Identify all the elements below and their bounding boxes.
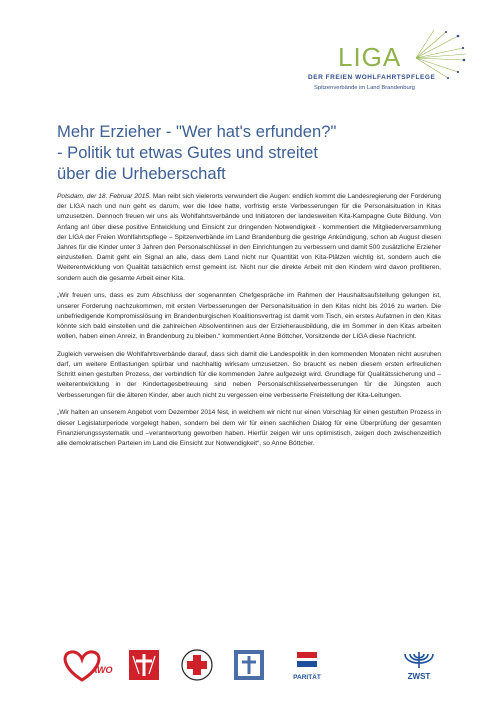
drk-logo-icon (179, 648, 215, 682)
title-line-3: über die Urheberschaft (57, 164, 226, 183)
title-line-2: - Politik tut etwas Gutes und streitet (57, 143, 319, 162)
paritaet-logo-icon (287, 648, 327, 682)
liga-subtitle: DER FREIEN WOHLFAHRTSPFLEGE (308, 74, 436, 81)
liga-logo (298, 30, 468, 110)
zwst-logo-icon (397, 648, 441, 682)
zwst-label: ZWST (407, 672, 431, 681)
dateline: Potsdam, der 18. Februar 2015 (57, 193, 150, 200)
page-title (57, 121, 397, 184)
title-line-1: Mehr Erzieher - "Wer hat's erfunden?" (57, 122, 337, 141)
paragraph-4: „Wir halten an unserem Angebot vom Dezember 2014 fest, in welchem wir nicht nur einen Vorschlag für einen gestuften Prozess in dieser Legislaturperiode vorgelegt haben, sondern bei dem wir für einen sachlichen Dialog für eine Überprüfung der gesamten Finanzierungssystematik und –verantwortung geworben haben. Hierfür zeigen wir uns optimistisch, zeigen doch zwischenzeitlich alle demokratischen Parteien im Land die Einsicht zur Notwendigkeit“, so Anne Böttcher. (57, 409, 441, 447)
paragraph-3: Zugleich verweisen die Wohlfahrtsverbände darauf, dass sich damit die Landespolitik in den kommenden Monaten nicht ausruhen darf, um weitere Entlastungen spürbar und nachhaltig wirksam umzusetzen. So braucht es neben diesem ersten erfreulichen Schritt einen gestuften Prozess, der verbindlich für die kommenden Jahre aufgezeigt wird. Grundlage für Qualitätssicherung und –weiterentwicklung in der Kindertagesbetreuung sind neben Personalschlüsselverbesserungen für die Jüngsten auch Verbesserungen für die älteren Kinder, aber auch nicht zu vergessen eine verbesserte Freistellung der Kita-Leitungen. (57, 350, 441, 399)
paragraph-1-text: . Man reibt sich vielerorts verwundert die Augen: endlich kommt die Landesregierung der Forderung der LIGA nach und nun geht es darum, wer die Idee hatte, vorfristig erste Verbesserungen für die Personalsituation in Kitas umzusetzen. Dennoch freuen wir uns als Wohlfahrtsverbände und Initiatoren der landesweiten Kita-Kampagne Gute Bildung. Von Anfang an! über diese positive Entwicklung und Einsicht zur dringenden Notwendigkeit - kommentiert die Mitgliederversammlung der LIGA der Freien Wohlfahrtspflege – Spitzenverbände im Land Brandenburg die gestrige Ankündigung, schon ab August diesen Jahres für die Kinder unter 3 Jahren den Personalschlüssel in den Einrichtungen zu verbessern und damit 500 zusätzliche Erzieher einzustellen. Damit geht ein Signal an alle, dass dem Land nicht nur Quantität von Kita-Plätzen wichtig ist, sondern auch die Weiterentwicklung von Qualität tatsächlich ernst gemeint ist. Nicht nur die direkte Arbeit mit den Kindern wird davon profitieren, sondern auch die gesamte Arbeit einer Kita. (57, 193, 441, 282)
diakonie-logo-icon (232, 648, 266, 682)
awo-logo-icon (57, 648, 113, 682)
caritas-logo-icon (127, 648, 161, 682)
article-body (57, 192, 441, 457)
member-logos (57, 648, 441, 686)
paritaet-label: PARITÄT (293, 674, 321, 681)
paragraph-1 (57, 192, 441, 284)
liga-tagline: Spitzenverbände im Land Brandenburg (314, 85, 415, 91)
paragraph-2: „Wir freuen uns, dass es zum Abschluss der sogenannten Chefgespräche im Rahmen der Haushaltsaufstellung gelungen ist, unserer Forderung nachzukommen, mit ersten Verbesserungen der Personalsituation in den Kitas nicht bis 2016 zu warten. Die unbefriedigende Kompromisslösung im Brandenburgischen Koalitionsvertrag ist damit vom Tisch, ein erstes Aufatmen in den Kitas könnte sich bald einstellen und die zahlreichen Absolventinnen aus der Erzieherausbildung, die im Sommer in den Kitas arbeiten wollen, haben einen Anreiz, in Brandenburg zu bleiben.“ kommentiert Anne Böttcher, Vorsitzende der LIGA diese Nachricht. (57, 292, 441, 341)
awo-label: AWO (91, 665, 113, 675)
liga-wordmark: LIGA (338, 42, 402, 72)
